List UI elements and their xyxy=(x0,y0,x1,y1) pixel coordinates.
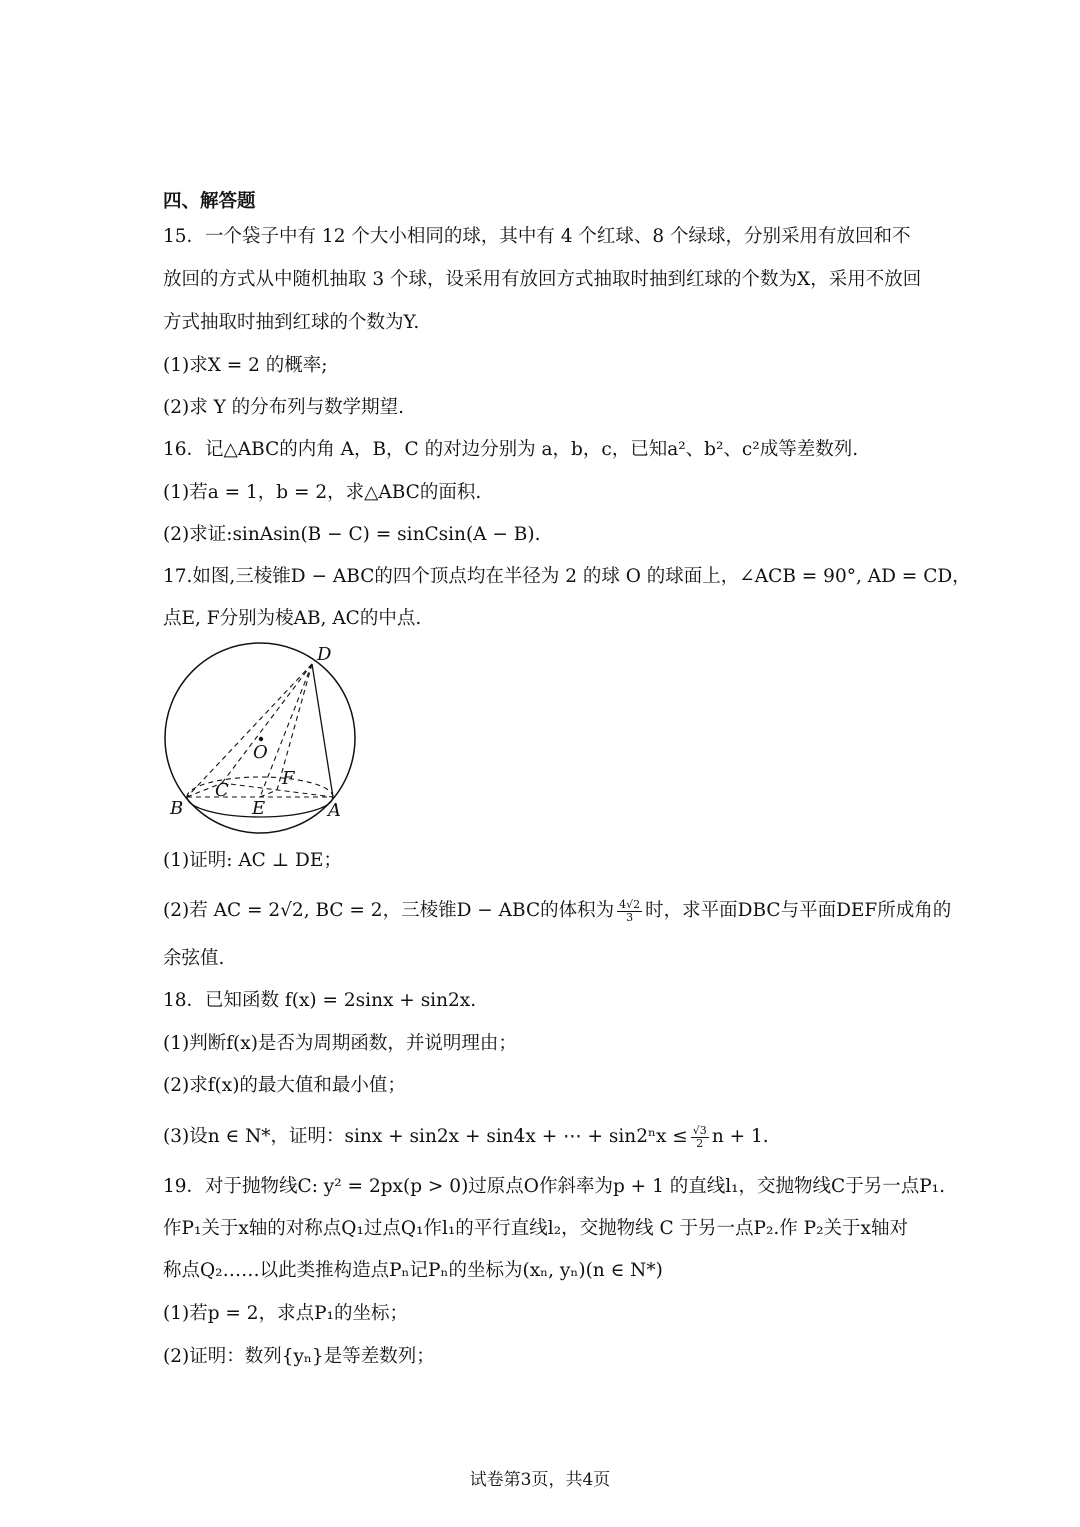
q18-line-1: 18．已知函数 f(x) = 2sinx + sin2x. xyxy=(163,990,477,1011)
edge-CA xyxy=(222,783,333,797)
edge-DA xyxy=(312,664,333,797)
label-A: A xyxy=(328,800,341,821)
q16-line-1: 16．记△ABC的内角 A，B，C 的对边分别为 a，b，c，已知a²、b²、c²成等差数列. xyxy=(163,439,859,460)
q15-line-3: 方式抽取时抽到红球的个数为Y. xyxy=(163,312,420,333)
sqrt3-half-fraction xyxy=(691,1125,709,1150)
q18-part-3-post: n + 1. xyxy=(711,1126,769,1147)
sqrt3-half-den: 2 xyxy=(696,1136,704,1150)
q18-part-3-pre: (3)设n ∈ N*，证明：sinx + sin2x + sin4x + ⋯ + sin2ⁿx ≤ xyxy=(163,1126,688,1147)
great-circle-back xyxy=(187,777,333,797)
volume-fraction-num: 4√2 xyxy=(619,897,641,911)
q17-part-2-post: 时，求平面DBC与平面DEF所成角的 xyxy=(645,900,952,921)
sqrt3-half-num: √3 xyxy=(692,1123,707,1137)
q19-part-2: (2)证明：数列{yₙ}是等差数列； xyxy=(163,1346,435,1367)
q15-line-1: 15．一个袋子中有 12 个大小相同的球，其中有 4 个红球、8 个绿球，分别采用有放回和不 xyxy=(163,226,911,247)
q19-line-1: 19．对于抛物线C: y² = 2px(p > 0)过原点O作斜率为p + 1 的直线l₁，交抛物线C于另一点P₁. xyxy=(163,1176,945,1197)
q18-part-1: (1)判断f(x)是否为周期函数，并说明理由； xyxy=(163,1033,517,1054)
tetrahedron-sphere-figure xyxy=(160,640,360,840)
volume-fraction xyxy=(617,899,642,924)
q15-part-2: (2)求 Y 的分布列与数学期望. xyxy=(163,397,405,418)
q17-line-2: 点E, F分别为棱AB, AC的中点. xyxy=(163,608,422,629)
page-footer: 试卷第3页，共4页 xyxy=(469,1470,611,1490)
q17-part-1: (1)证明: AC ⊥ DE； xyxy=(163,850,342,871)
q18-part-3 xyxy=(163,1124,769,1150)
q17-part-2-pre: (2)若 AC = 2√2, BC = 2，三棱锥D − ABC的体积为 xyxy=(163,900,615,921)
q17-part-2 xyxy=(163,898,951,924)
q16-part-1: (1)若a = 1，b = 2，求△ABC的面积. xyxy=(163,482,482,503)
edge-DC xyxy=(222,664,312,783)
q15-line-2: 放回的方式从中随机抽取 3 个球，设采用有放回方式抽取时抽到红球的个数为X，采用不放回 xyxy=(163,269,922,290)
q18-part-2: (2)求f(x)的最大值和最小值； xyxy=(163,1075,406,1096)
label-C: C xyxy=(215,780,229,801)
label-O: O xyxy=(253,742,268,763)
q19-line-3: 称点Q₂……以此类推构造点Pₙ记Pₙ的坐标为(xₙ, yₙ)(n ∈ N*) xyxy=(163,1260,663,1281)
volume-fraction-den: 3 xyxy=(626,910,634,924)
label-F: F xyxy=(282,768,295,789)
center-point-O xyxy=(259,737,263,741)
section-title: 四、解答题 xyxy=(163,191,256,212)
q16-part-2: (2)求证:sinAsin(B − C) = sinCsin(A − B). xyxy=(163,524,541,545)
q17-part-2-line-2: 余弦值. xyxy=(163,948,225,969)
q17-line-1: 17.如图,三棱锥D − ABC的四个顶点均在半径为 2 的球 O 的球面上，∠ACB = 90°, AD = CD， xyxy=(163,566,971,587)
label-E: E xyxy=(252,798,266,819)
q19-line-2: 作P₁关于x轴的对称点Q₁过点Q₁作l₁的平行直线l₂，交抛物线 C 于另一点P₂.作 P₂关于x轴对 xyxy=(163,1218,908,1239)
label-B: B xyxy=(170,798,184,819)
q15-part-1: (1)求X = 2 的概率; xyxy=(163,355,328,376)
q19-part-1: (1)若p = 2，求点P₁的坐标； xyxy=(163,1303,408,1324)
label-D: D xyxy=(317,644,332,665)
